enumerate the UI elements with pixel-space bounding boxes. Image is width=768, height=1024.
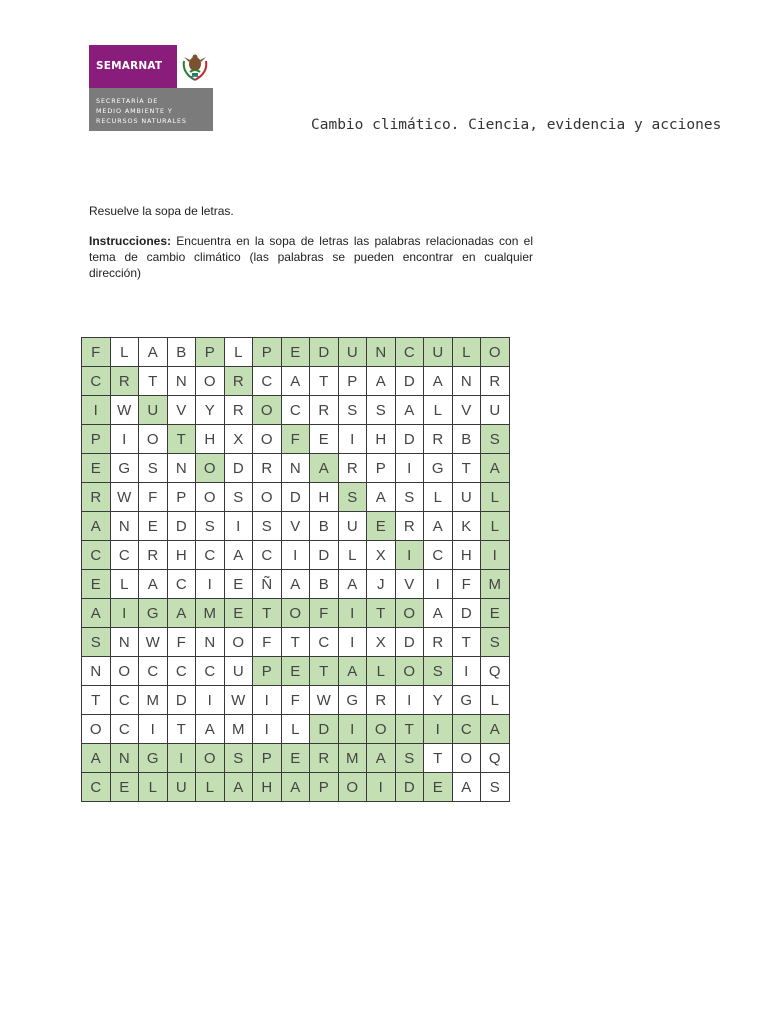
grid-cell[interactable]: N [196, 628, 225, 657]
word-search-grid [81, 337, 510, 802]
grid-cell[interactable]: A [281, 570, 310, 599]
grid-cell[interactable]: U [167, 773, 196, 802]
logo-brand-bar [89, 45, 213, 88]
grid-cell[interactable]: I [424, 715, 453, 744]
grid-cell[interactable]: G [110, 454, 139, 483]
grid-cell[interactable]: P [253, 657, 282, 686]
grid-cell[interactable]: R [139, 541, 168, 570]
grid-cell[interactable]: C [82, 367, 111, 396]
grid-cell[interactable]: S [224, 744, 253, 773]
grid-cell[interactable]: U [338, 338, 367, 367]
grid-cell[interactable]: N [110, 628, 139, 657]
grid-cell[interactable]: X [224, 425, 253, 454]
logo-name: SEMARNAT [96, 60, 163, 72]
grid-cell[interactable]: A [139, 570, 168, 599]
grid-cell[interactable]: S [139, 454, 168, 483]
grid-cell[interactable]: W [310, 686, 339, 715]
grid-cell[interactable]: W [224, 686, 253, 715]
grid-cell[interactable]: J [367, 570, 396, 599]
grid-cell[interactable]: X [367, 541, 396, 570]
grid-cell[interactable]: G [424, 454, 453, 483]
grid-cell[interactable]: U [139, 396, 168, 425]
grid-row [82, 367, 510, 396]
grid-cell[interactable]: T [167, 425, 196, 454]
grid-cell[interactable]: I [338, 425, 367, 454]
grid-cell[interactable]: N [110, 512, 139, 541]
logo-subtitle-line-1: SECRETARÍA DE [96, 97, 159, 105]
grid-cell[interactable]: N [110, 744, 139, 773]
grid-cell[interactable]: M [224, 715, 253, 744]
grid-cell[interactable]: A [452, 773, 481, 802]
grid-cell[interactable]: D [310, 338, 339, 367]
grid-cell[interactable]: I [338, 628, 367, 657]
grid-cell[interactable]: S [253, 512, 282, 541]
grid-cell[interactable]: I [196, 686, 225, 715]
grid-cell[interactable]: D [224, 454, 253, 483]
grid-cell[interactable]: C [110, 686, 139, 715]
grid-cell[interactable]: R [253, 454, 282, 483]
grid-cell[interactable]: M [139, 686, 168, 715]
grid-cell[interactable]: A [424, 367, 453, 396]
grid-cell[interactable]: C [253, 367, 282, 396]
grid-cell[interactable]: R [424, 425, 453, 454]
grid-cell[interactable]: P [338, 367, 367, 396]
grid-cell[interactable]: U [424, 338, 453, 367]
grid-cell[interactable]: T [452, 454, 481, 483]
grid-cell[interactable]: T [424, 744, 453, 773]
grid-cell[interactable]: H [196, 425, 225, 454]
grid-cell[interactable]: B [310, 570, 339, 599]
grid-cell[interactable]: L [367, 657, 396, 686]
grid-cell[interactable]: A [281, 773, 310, 802]
grid-cell[interactable]: O [481, 338, 510, 367]
grid-cell[interactable]: E [82, 570, 111, 599]
grid-cell[interactable]: C [139, 657, 168, 686]
grid-cell[interactable]: Ñ [253, 570, 282, 599]
grid-cell[interactable]: D [395, 425, 424, 454]
grid-cell[interactable]: T [367, 599, 396, 628]
grid-cell[interactable]: S [338, 483, 367, 512]
grid-cell[interactable]: I [196, 570, 225, 599]
grid-cell[interactable]: G [139, 744, 168, 773]
grid-cell[interactable]: I [139, 715, 168, 744]
grid-cell[interactable]: A [367, 483, 396, 512]
grid-cell[interactable]: B [167, 338, 196, 367]
grid-row [82, 744, 510, 773]
grid-cell[interactable]: E [281, 338, 310, 367]
logo-subtitle-line-3: RECURSOS NATURALES [96, 117, 187, 125]
grid-cell[interactable]: I [110, 599, 139, 628]
grid-cell[interactable]: M [196, 599, 225, 628]
grid-cell[interactable]: E [481, 599, 510, 628]
grid-cell[interactable]: D [395, 367, 424, 396]
grid-cell[interactable]: B [452, 425, 481, 454]
grid-cell[interactable]: L [338, 541, 367, 570]
grid-cell[interactable]: O [367, 715, 396, 744]
grid-cell[interactable]: E [110, 773, 139, 802]
grid-cell[interactable]: A [481, 715, 510, 744]
grid-cell[interactable]: O [395, 599, 424, 628]
grid-cell[interactable]: N [167, 454, 196, 483]
grid-row [82, 541, 510, 570]
grid-cell[interactable]: O [253, 425, 282, 454]
grid-cell[interactable]: R [481, 367, 510, 396]
grid-cell[interactable]: H [167, 541, 196, 570]
grid-cell[interactable]: C [424, 541, 453, 570]
grid-row [82, 338, 510, 367]
grid-cell[interactable]: L [110, 570, 139, 599]
grid-cell[interactable]: I [395, 454, 424, 483]
grid-cell[interactable]: R [110, 367, 139, 396]
grid-cell[interactable]: L [424, 396, 453, 425]
grid-cell[interactable]: L [481, 686, 510, 715]
grid-cell[interactable]: Q [481, 744, 510, 773]
grid-cell[interactable]: F [253, 628, 282, 657]
grid-cell[interactable]: C [196, 541, 225, 570]
grid-cell[interactable]: Y [196, 396, 225, 425]
grid-cell[interactable]: R [224, 367, 253, 396]
grid-cell[interactable]: C [110, 541, 139, 570]
grid-cell[interactable]: L [481, 512, 510, 541]
grid-cell[interactable]: D [452, 599, 481, 628]
grid-cell[interactable]: H [367, 425, 396, 454]
grid-cell[interactable]: O [253, 396, 282, 425]
grid-cell[interactable]: O [452, 744, 481, 773]
grid-cell[interactable]: T [310, 657, 339, 686]
grid-cell[interactable]: N [82, 657, 111, 686]
grid-cell[interactable]: O [281, 599, 310, 628]
grid-cell[interactable]: H [452, 541, 481, 570]
grid-cell[interactable]: U [224, 657, 253, 686]
grid-cell[interactable]: O [196, 744, 225, 773]
grid-row [82, 686, 510, 715]
grid-cell[interactable]: W [139, 628, 168, 657]
grid-cell[interactable]: B [310, 512, 339, 541]
grid-cell[interactable]: R [424, 628, 453, 657]
grid-cell[interactable]: P [196, 338, 225, 367]
grid-cell[interactable]: C [310, 628, 339, 657]
grid-cell[interactable]: S [395, 483, 424, 512]
grid-cell[interactable]: R [82, 483, 111, 512]
grid-cell[interactable]: T [281, 628, 310, 657]
grid-cell[interactable]: T [82, 686, 111, 715]
grid-cell[interactable]: S [481, 773, 510, 802]
semarnat-logo [89, 45, 213, 131]
grid-cell[interactable]: V [395, 570, 424, 599]
grid-cell[interactable]: C [110, 715, 139, 744]
grid-cell[interactable]: R [310, 744, 339, 773]
grid-cell[interactable]: I [281, 541, 310, 570]
grid-cell[interactable]: P [310, 773, 339, 802]
grid-cell[interactable]: F [452, 570, 481, 599]
grid-cell[interactable]: M [481, 570, 510, 599]
grid-cell[interactable]: P [82, 425, 111, 454]
grid-cell[interactable]: I [424, 570, 453, 599]
grid-cell[interactable]: S [481, 628, 510, 657]
grid-cell[interactable]: A [367, 744, 396, 773]
grid-cell[interactable]: I [167, 744, 196, 773]
grid-cell[interactable]: O [253, 483, 282, 512]
grid-cell[interactable]: A [338, 657, 367, 686]
grid-cell[interactable]: A [395, 396, 424, 425]
grid-cell[interactable]: S [395, 744, 424, 773]
grid-cell[interactable]: D [395, 773, 424, 802]
grid-cell[interactable]: G [139, 599, 168, 628]
grid-cell[interactable]: P [253, 338, 282, 367]
grid-cell[interactable]: E [224, 599, 253, 628]
grid-cell[interactable]: E [281, 657, 310, 686]
grid-cell[interactable]: R [338, 454, 367, 483]
grid-cell[interactable]: L [481, 483, 510, 512]
grid-cell[interactable]: T [253, 599, 282, 628]
instructions-label: Instrucciones: [89, 234, 172, 248]
grid-cell[interactable]: C [395, 338, 424, 367]
grid-cell[interactable]: E [424, 773, 453, 802]
grid-cell[interactable]: I [452, 657, 481, 686]
grid-cell[interactable]: Y [424, 686, 453, 715]
grid-row [82, 454, 510, 483]
grid-cell[interactable]: A [424, 599, 453, 628]
grid-cell[interactable]: I [110, 425, 139, 454]
grid-cell[interactable]: I [395, 541, 424, 570]
grid-cell[interactable]: L [424, 483, 453, 512]
grid-cell[interactable]: F [139, 483, 168, 512]
grid-cell[interactable]: X [367, 628, 396, 657]
grid-cell[interactable]: T [395, 715, 424, 744]
grid-cell[interactable]: C [82, 773, 111, 802]
grid-cell[interactable]: T [452, 628, 481, 657]
grid-cell[interactable]: C [253, 541, 282, 570]
grid-cell[interactable]: H [310, 483, 339, 512]
grid-cell[interactable]: F [310, 599, 339, 628]
grid-cell[interactable]: R [367, 686, 396, 715]
grid-cell[interactable]: L [452, 338, 481, 367]
grid-cell[interactable]: I [253, 715, 282, 744]
grid-cell[interactable]: V [167, 396, 196, 425]
grid-cell[interactable]: C [452, 715, 481, 744]
grid-cell[interactable]: F [167, 628, 196, 657]
grid-cell[interactable]: S [338, 396, 367, 425]
grid-cell[interactable]: I [481, 541, 510, 570]
grid-cell[interactable]: I [395, 686, 424, 715]
grid-cell[interactable]: H [253, 773, 282, 802]
grid-row [82, 396, 510, 425]
grid-cell[interactable]: I [367, 773, 396, 802]
grid-cell[interactable]: Q [481, 657, 510, 686]
grid-cell[interactable]: O [338, 773, 367, 802]
grid-cell[interactable]: F [82, 338, 111, 367]
grid-cell[interactable]: A [224, 541, 253, 570]
grid-cell[interactable]: P [367, 454, 396, 483]
grid-cell[interactable]: I [82, 396, 111, 425]
intro-text: Resuelve la sopa de letras. [89, 204, 234, 218]
grid-row [82, 628, 510, 657]
grid-cell[interactable]: S [367, 396, 396, 425]
grid-cell[interactable]: A [82, 744, 111, 773]
grid-cell[interactable]: E [224, 570, 253, 599]
grid-cell[interactable]: P [167, 483, 196, 512]
grid-cell[interactable]: I [338, 715, 367, 744]
grid-cell[interactable]: A [310, 454, 339, 483]
grid-cell[interactable]: W [110, 396, 139, 425]
grid-cell[interactable]: E [367, 512, 396, 541]
grid-cell[interactable]: T [310, 367, 339, 396]
grid-cell[interactable]: U [481, 396, 510, 425]
grid-cell[interactable]: U [452, 483, 481, 512]
grid-cell[interactable]: N [452, 367, 481, 396]
grid-cell[interactable]: I [253, 686, 282, 715]
grid-cell[interactable]: S [196, 512, 225, 541]
grid-cell[interactable]: N [167, 367, 196, 396]
instructions-text: Encuentra en la sopa de letras las palabras relacionadas con el tema de cambio climático (las palabras se pueden encontrar en cualquier dirección) [89, 234, 533, 280]
grid-cell[interactable]: L [281, 715, 310, 744]
grid-cell[interactable]: V [281, 512, 310, 541]
grid-cell[interactable]: C [167, 657, 196, 686]
grid-cell[interactable]: S [481, 425, 510, 454]
grid-cell[interactable]: D [167, 512, 196, 541]
grid-row [82, 599, 510, 628]
grid-cell[interactable]: O [139, 425, 168, 454]
grid-cell[interactable]: L [196, 773, 225, 802]
grid-cell[interactable]: A [224, 773, 253, 802]
grid-cell[interactable]: O [196, 367, 225, 396]
grid-cell[interactable]: N [281, 454, 310, 483]
grid-cell[interactable]: C [281, 396, 310, 425]
grid-row [82, 715, 510, 744]
grid-cell[interactable]: F [281, 686, 310, 715]
grid-cell[interactable]: I [224, 512, 253, 541]
grid-row [82, 512, 510, 541]
grid-cell[interactable]: A [82, 512, 111, 541]
grid-cell[interactable]: G [452, 686, 481, 715]
grid-row [82, 425, 510, 454]
grid-cell[interactable]: C [196, 657, 225, 686]
grid-cell[interactable]: U [338, 512, 367, 541]
grid-cell[interactable]: K [452, 512, 481, 541]
grid-cell[interactable]: A [82, 599, 111, 628]
grid-cell[interactable]: E [281, 744, 310, 773]
grid-cell[interactable]: D [310, 541, 339, 570]
grid-cell[interactable]: T [139, 367, 168, 396]
grid-cell[interactable]: R [310, 396, 339, 425]
logo-subtitle-bar [89, 88, 213, 131]
grid-cell[interactable]: L [139, 773, 168, 802]
grid-cell[interactable]: A [196, 715, 225, 744]
grid-cell[interactable]: S [424, 657, 453, 686]
grid-cell[interactable]: C [167, 570, 196, 599]
grid-cell[interactable]: C [82, 541, 111, 570]
grid-cell[interactable]: I [338, 599, 367, 628]
grid-cell[interactable]: O [224, 628, 253, 657]
grid-cell[interactable]: L [110, 338, 139, 367]
grid-row [82, 773, 510, 802]
grid-cell[interactable]: A [167, 599, 196, 628]
grid-cell[interactable]: A [367, 367, 396, 396]
grid-row [82, 483, 510, 512]
grid-row [82, 657, 510, 686]
grid-cell[interactable]: S [82, 628, 111, 657]
grid-cell[interactable]: V [452, 396, 481, 425]
grid-cell[interactable]: P [253, 744, 282, 773]
grid-cell[interactable]: A [139, 338, 168, 367]
grid-cell[interactable]: D [167, 686, 196, 715]
grid-cell[interactable]: A [281, 367, 310, 396]
grid-cell[interactable]: D [395, 628, 424, 657]
grid-cell[interactable]: E [82, 454, 111, 483]
grid-cell[interactable]: D [281, 483, 310, 512]
mexico-seal-icon [177, 45, 213, 88]
grid-cell[interactable]: E [139, 512, 168, 541]
grid-cell[interactable]: W [110, 483, 139, 512]
grid-cell[interactable]: O [395, 657, 424, 686]
grid-cell[interactable]: N [367, 338, 396, 367]
grid-cell[interactable]: R [224, 396, 253, 425]
grid-cell[interactable]: T [167, 715, 196, 744]
logo-subtitle-line-2: MEDIO AMBIENTE Y [96, 107, 173, 115]
grid-cell[interactable]: A [481, 454, 510, 483]
grid-cell[interactable]: A [424, 512, 453, 541]
grid-cell[interactable]: D [310, 715, 339, 744]
grid-cell[interactable]: O [82, 715, 111, 744]
grid-cell[interactable]: G [338, 686, 367, 715]
grid-cell[interactable]: M [338, 744, 367, 773]
instructions-paragraph [89, 233, 533, 281]
grid-cell[interactable]: O [196, 483, 225, 512]
grid-cell[interactable]: O [196, 454, 225, 483]
grid-cell[interactable]: S [224, 483, 253, 512]
grid-cell[interactable]: F [281, 425, 310, 454]
grid-cell[interactable]: E [310, 425, 339, 454]
page-title: Cambio climático. Ciencia, evidencia y acciones [311, 117, 722, 133]
grid-cell[interactable]: A [338, 570, 367, 599]
grid-cell[interactable]: O [110, 657, 139, 686]
grid-cell[interactable]: R [395, 512, 424, 541]
grid-cell[interactable]: L [224, 338, 253, 367]
grid-row [82, 570, 510, 599]
